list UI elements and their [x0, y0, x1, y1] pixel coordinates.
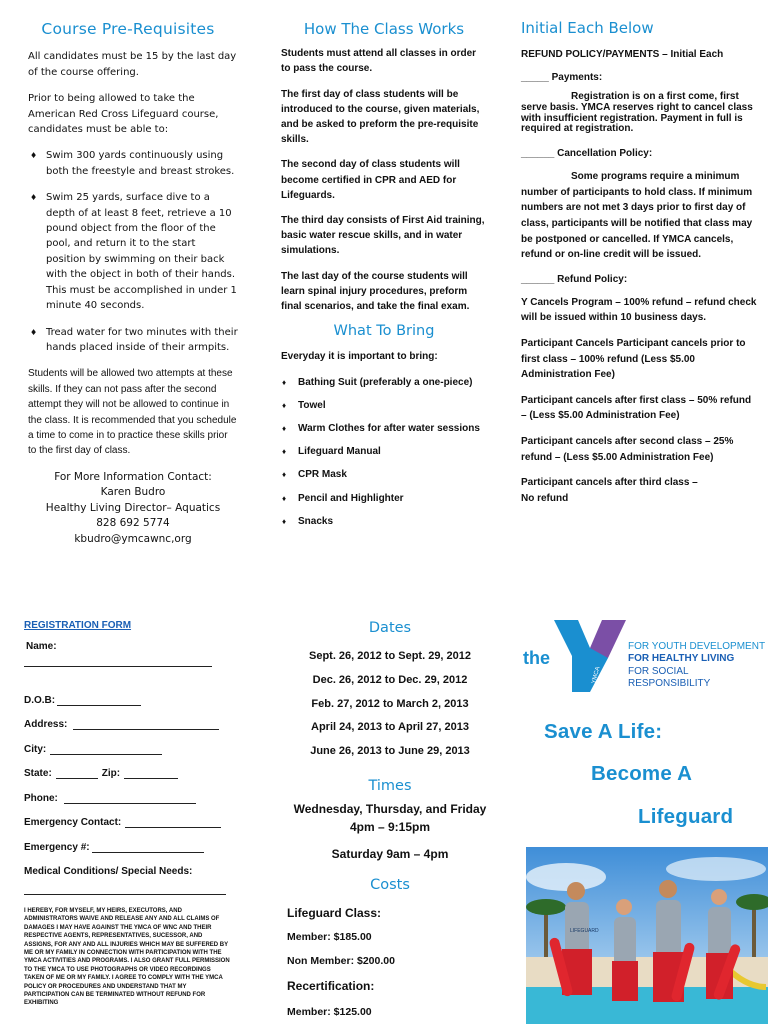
times-weekday-hours: 4pm – 9:15pm — [349, 819, 431, 834]
non-member-price: Non Member: $200.00 — [287, 954, 395, 967]
list-item: ♦ Swim 300 yards continuously using both the freestyle and breast strokes. — [28, 148, 238, 179]
photo-lifeguard-label: LIFEGUARD — [570, 928, 599, 934]
participant-cancels-3: Participant cancels after second class – 25% refund – (Less $5.00 Administration Fee) — [521, 435, 734, 463]
date-item: Feb. 27, 2012 to March 2, 2013 — [311, 697, 469, 710]
ymca-y-icon — [550, 618, 628, 694]
contact-heading: For More Information Contact: — [54, 470, 212, 483]
times-weekday: Wednesday, Thursday, and Friday — [293, 801, 487, 816]
times-title: Times — [368, 777, 412, 794]
lifeguard-class-label: Lifeguard Class: — [287, 905, 382, 920]
lifeguard-text: Lifeguard — [638, 805, 734, 828]
waiver-text: I HEREBY, FOR MYSELF, MY HEIRS, EXECUTORS, AND ADMINISTRATORS WAIVE AND RELEASE ANY AND ALL CLAIMS OF DAMAGES I MAY HAVE AGAINST THE YMCA OF WNC AND THEIR RESPECTIVE AGENTS, REPRESENTATIVES, SUCESSOR, AND ASSIGNS, FOR ANY AND ALL INJURIES WHICH MAY BE SUFFERED BY ME OR MY FAMILY IN CONNECTION WITH PARTICIPATION WITH THE YMCA ACTIVITIES AND PROGRAMS. I ALSO GRANT FULL PERMISSION TO THE YMCA TO USE PHOTOGRAPHS OR VIDEO RECORDINGS TAKEN OF ME OR MY FAMILY. I AGREE TO COMPLY WITH THE YMCA POLICY OR PROCEDURES AND UNDERSTAND THAT MY PARTICIPATION CAN BE TERMINATED WITHOUT REFUND FOR EXHIBITING — [24, 908, 230, 1007]
emergency-contact-input[interactable] — [125, 816, 221, 828]
name-label: Name: — [26, 641, 57, 652]
cancellation-label: ______ Cancellation Policy: — [521, 148, 653, 160]
logo-the-text: the — [523, 648, 550, 668]
lifeguards-photo-image — [526, 847, 768, 1024]
list-item: ♦ CPR Mask — [281, 467, 487, 482]
tagline-youth: FOR YOUTH DEVELOPMENT — [628, 641, 766, 652]
date-item: Dec. 26, 2012 to Dec. 29, 2012 — [312, 673, 468, 686]
emergency-contact-label: Emergency Contact: — [24, 817, 122, 828]
ymca-logo — [520, 618, 768, 694]
cover-panel — [520, 618, 768, 1024]
howworks-paragraph: The second day of class students will become certified in CPR and AED for Lifeguards. — [281, 159, 460, 201]
emergency-number-label: Emergency #: — [24, 841, 90, 853]
howworks-paragraph: The last day of the course students will learn spinal injury procedures, preform final scenarios, and take the final exam. — [281, 270, 470, 313]
registration-form — [24, 620, 234, 1008]
phone-input[interactable] — [64, 792, 196, 804]
dates-title: Dates — [368, 620, 412, 636]
dob-input[interactable] — [57, 694, 141, 706]
dob-field — [24, 681, 234, 706]
bring-intro: Everyday it is important to bring: — [281, 351, 438, 363]
medical-label: Medical Conditions/ Special Needs: — [24, 866, 193, 877]
logo-ymca-small: YMCA — [591, 666, 602, 685]
list-item: ♦ Swim 25 yards, surface dive to a depth of at least 8 feet, retrieve a 10 pound object from the floor of the pool, and return it to the start position by swimming on their back with the object in both of their hands. This must be accomplished in under 1 minute 40 seconds. — [28, 190, 238, 313]
contact-phone: 828 692 5774 — [96, 517, 170, 530]
medical-input[interactable] — [24, 877, 226, 895]
address-input[interactable] — [73, 718, 219, 730]
prereq-intro-text: Prior to being allowed to take the American Red Cross Lifeguard course, candidates must be able to: — [28, 93, 219, 136]
refund-heading: REFUND POLICY/PAYMENTS – Initial Each — [521, 49, 724, 60]
city-field — [24, 730, 234, 755]
list-item: ♦ Lifeguard Manual — [281, 444, 487, 459]
participant-cancels-2: Participant cancels after first class – 50% refund – (Less $5.00 Administration Fee) — [521, 394, 752, 422]
times-saturday: Saturday 9am – 4pm — [331, 846, 449, 861]
refund-policy-label: ______ Refund Policy: — [521, 273, 628, 285]
contact-email: kbudro@ymcawnc,org — [74, 532, 192, 545]
dob-label: D.O.B: — [24, 694, 56, 706]
medical-field — [24, 853, 234, 878]
lifeguards-photo — [526, 847, 768, 1024]
recertification-label: Recertification: — [287, 978, 375, 993]
emergency-contact-field — [24, 804, 234, 829]
address-label: Address: — [24, 719, 68, 730]
contact-role: Healthy Living Director– Aquatics — [45, 501, 221, 514]
state-label: State: — [24, 768, 52, 779]
how-class-works-column — [281, 22, 487, 537]
contact-block — [28, 470, 238, 548]
ymca-tagline — [628, 641, 768, 691]
phone-field — [24, 779, 234, 804]
contact-name: Karen Budro — [100, 486, 166, 499]
recert-member-price: Member: $125.00 — [287, 1005, 372, 1018]
date-item: June 26, 2013 to June 29, 2013 — [310, 745, 470, 758]
bring-list — [281, 375, 487, 529]
state-input[interactable] — [56, 767, 98, 779]
list-item: ♦ Snacks — [281, 514, 487, 529]
participant-cancels-4 — [521, 475, 757, 506]
howworks-paragraph: The first day of class students will be introduced to the course, given materials, and be asked to preform the pre-requisite skills. — [281, 88, 480, 146]
emergency-number-input[interactable] — [92, 841, 204, 853]
prereq-age-text: All candidates must be 15 by the last day of the course offering. — [28, 51, 237, 78]
costs-title: Costs — [370, 876, 410, 893]
costs-list — [270, 901, 510, 1024]
y-cancels-text: Y Cancels Program – 100% refund – refund check will be issued within 10 business days. — [521, 296, 757, 324]
name-field — [24, 641, 234, 681]
emergency-number-field — [24, 828, 234, 853]
zip-input[interactable] — [124, 767, 178, 779]
state-zip-field — [24, 755, 234, 780]
address-field — [24, 706, 234, 731]
phone-label: Phone: — [24, 792, 58, 804]
prerequisites-column — [28, 22, 238, 547]
city-input[interactable] — [50, 743, 162, 755]
list-item: ♦ Bathing Suit (preferably a one-piece) — [281, 375, 487, 390]
list-item: ♦ Warm Clothes for after water sessions — [281, 421, 487, 436]
how-class-works-title: How The Class Works — [303, 20, 465, 38]
become-a-text: Become A — [591, 762, 693, 785]
list-item: ♦ Tread water for two minutes with their hands placed inside of their armpits. — [28, 325, 238, 356]
tagline-healthy: FOR HEALTHY LIVING — [628, 653, 735, 665]
list-item: ♦ Towel — [281, 398, 487, 413]
tagline-social: FOR SOCIAL RESPONSIBILITY — [628, 665, 711, 690]
howworks-paragraph: Students must attend all classes in order to pass the course. — [281, 48, 477, 75]
prereq-skill-list — [28, 148, 238, 355]
date-item: Sept. 26, 2012 to Sept. 29, 2012 — [308, 650, 472, 662]
payments-label: _____ Payments: — [521, 72, 603, 83]
registration-title: REGISTRATION FORM — [24, 620, 132, 631]
prereq-attempts-text: Students will be allowed two attempts at these skills. If they can not pass after the second attempt they will not be allowed to continue in the class. It is recommended that you schedule a time to come in to practice these skills prior to the first day of class. — [28, 368, 237, 457]
member-price: Member: $185.00 — [287, 930, 372, 943]
schedule-column — [270, 620, 510, 1024]
zip-label: Zip: — [101, 768, 121, 779]
what-to-bring-title: What To Bring — [333, 323, 435, 340]
refund-policy-column — [521, 19, 757, 506]
list-item: ♦ Pencil and Highlighter — [281, 491, 487, 506]
city-label: City: — [24, 743, 47, 755]
save-a-life-text: Save A Life: — [544, 720, 663, 743]
prerequisites-title: Course Pre-Requisites — [41, 20, 215, 38]
participant-cancels-4a: Participant cancels after third class – — [521, 477, 698, 489]
participant-cancels-1: Participant Cancels Participant cancels prior to first class – 100% refund (Less $5.00 Administration Fee) — [521, 337, 746, 381]
date-item: April 24, 2013 to April 27, 2013 — [311, 721, 469, 734]
payments-text: Registration is on a first come, first serve basis. YMCA reserves right to cancel class with insufficient registration. Payment in full is required at registration. — [521, 91, 753, 135]
name-input[interactable] — [24, 666, 212, 667]
cancellation-text: Some programs require a minimum number of participants to hold class. If minimum numbers are not met 3 days prior to first day of class, participants will be notified that class may be postponed or cancelled. If YMCA cancels, refund or on-line credit will be issued. — [521, 171, 753, 261]
initial-each-title: Initial Each Below — [521, 19, 654, 37]
participant-cancels-4b: No refund — [521, 492, 569, 504]
howworks-paragraph: The third day consists of First Aid training, basic water rescue skills, and in water simulations. — [281, 215, 485, 257]
